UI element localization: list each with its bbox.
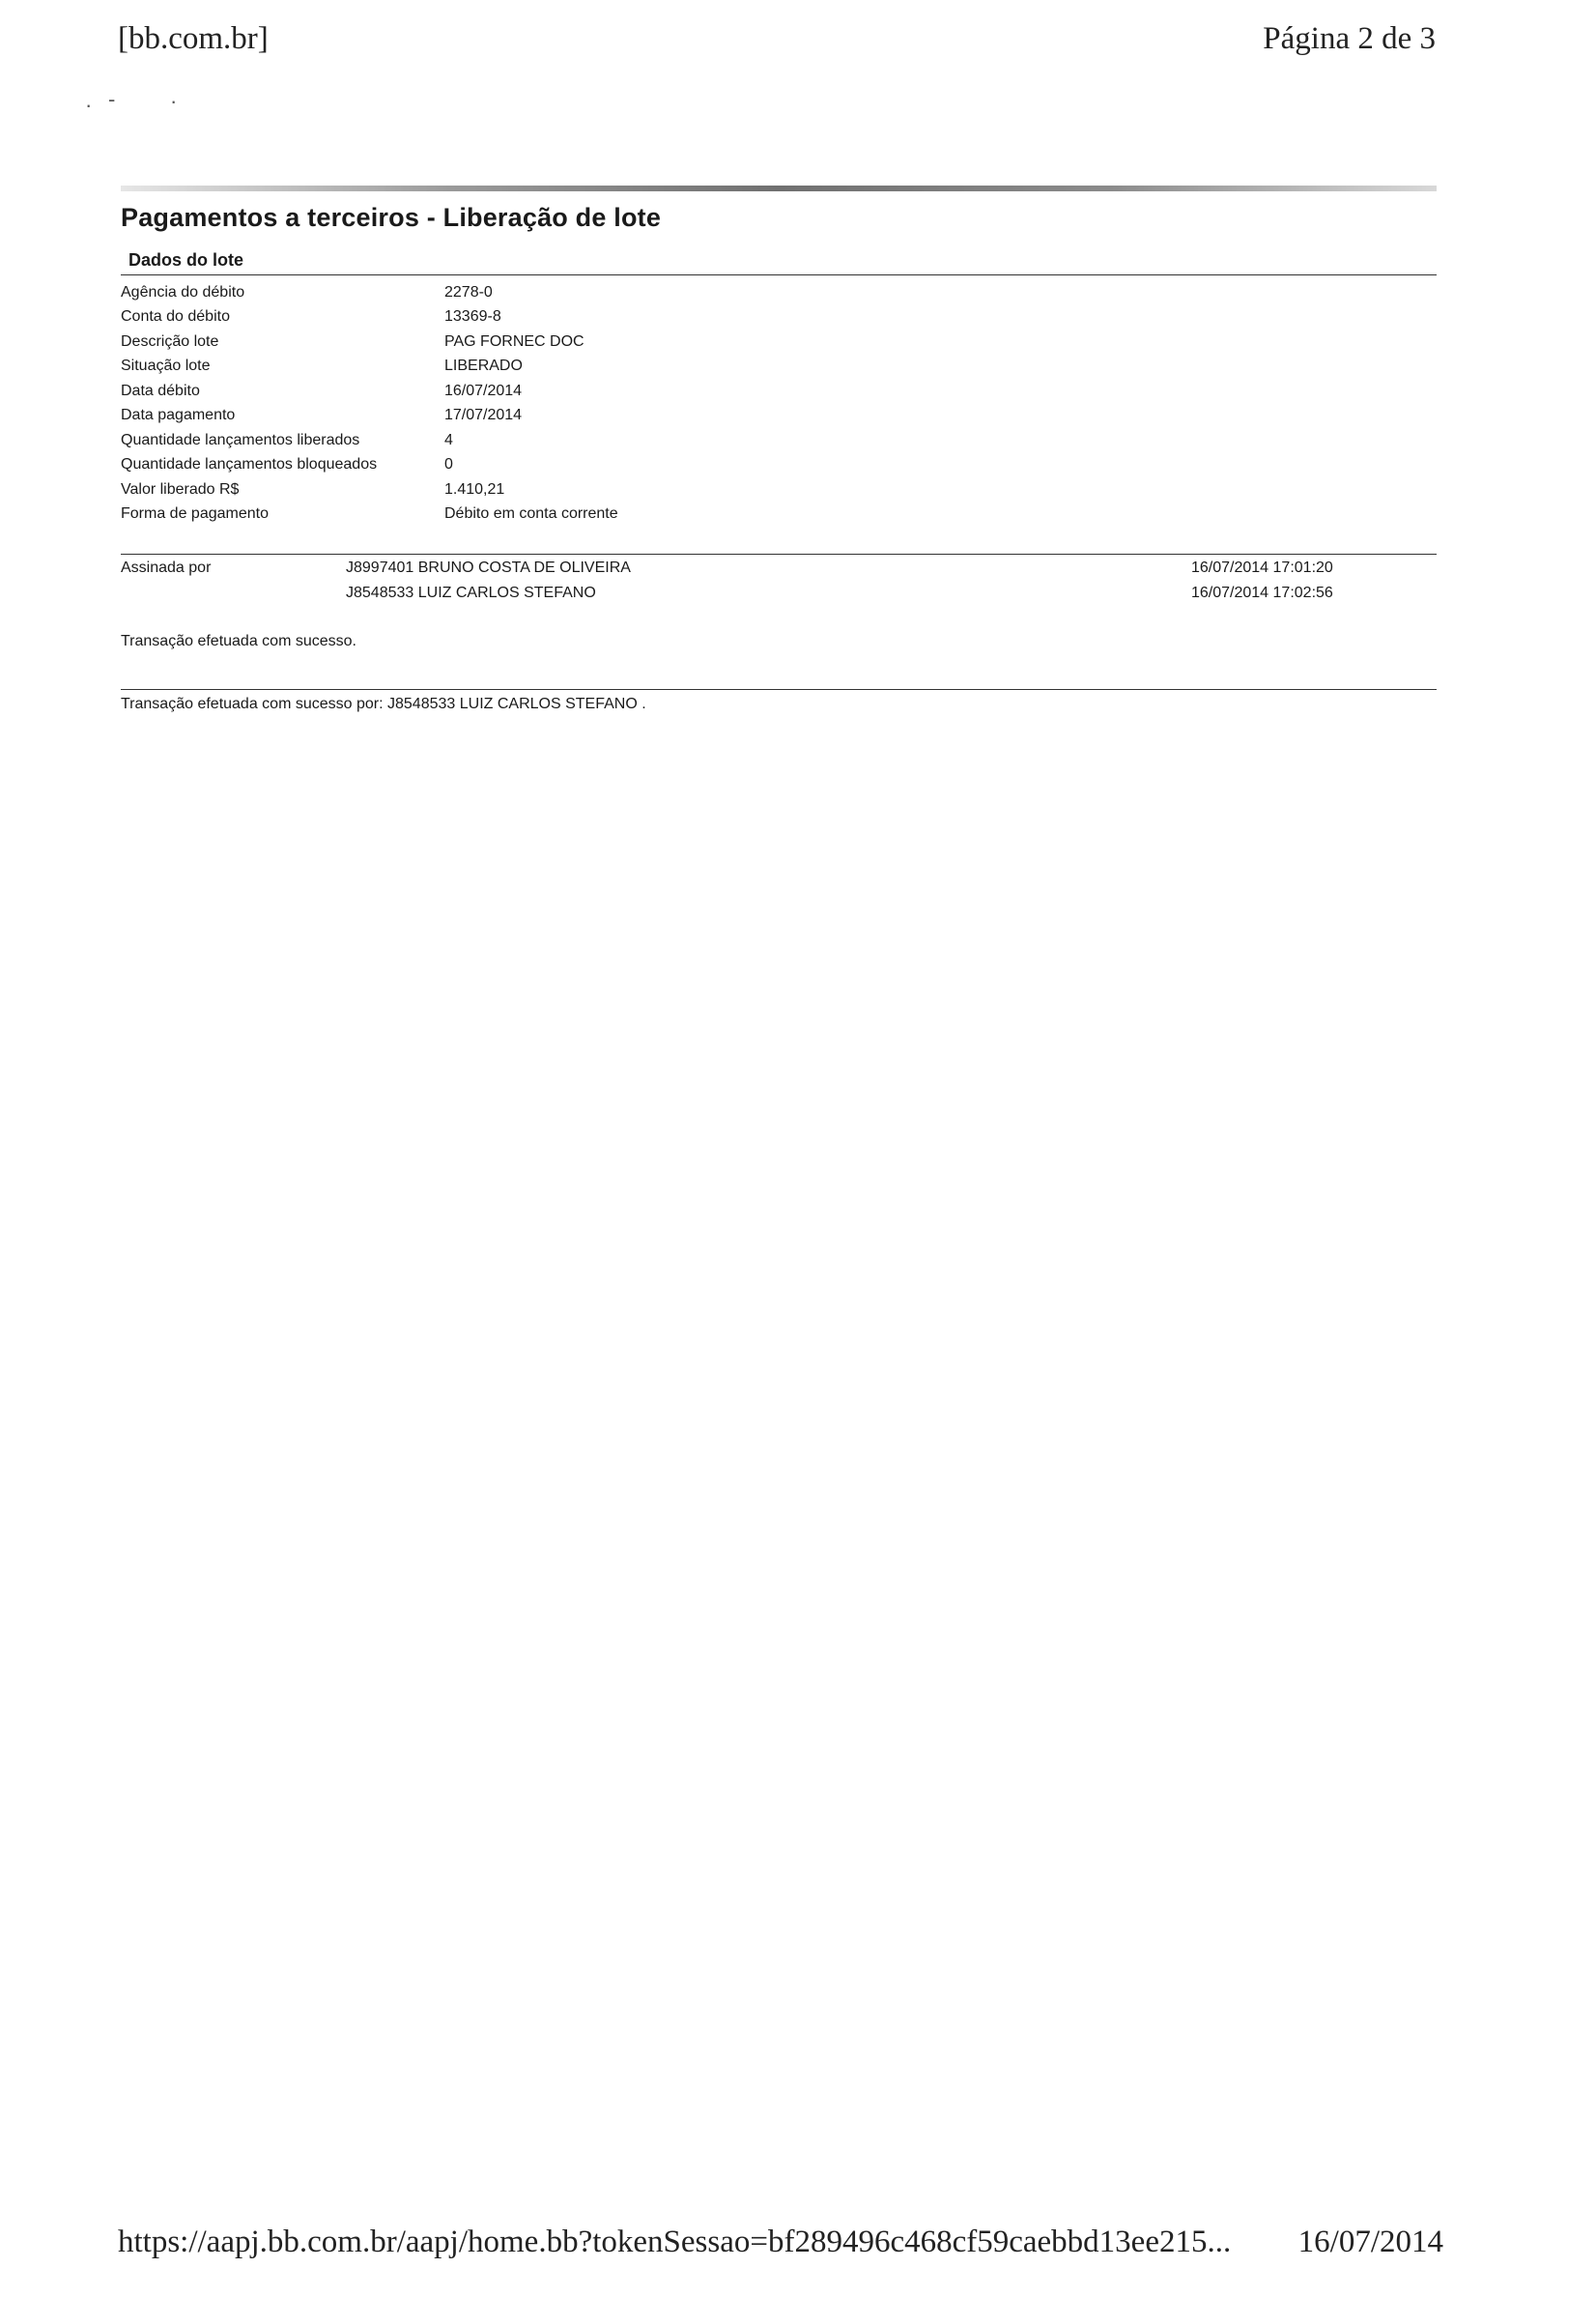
field-label: Data pagamento — [121, 407, 236, 424]
field-label: Data débito — [121, 382, 200, 399]
page-title: Pagamentos a terceiros - Liberação de lote — [121, 203, 662, 232]
final-message: Transação efetuada com sucesso por: J8548533 LUIZ CARLOS STEFANO . — [121, 696, 646, 712]
scan-speck: - — [108, 87, 116, 111]
field-row — [121, 404, 618, 429]
signature-row — [346, 560, 1437, 585]
print-header-page-indicator: Página 2 de 3 — [1263, 21, 1436, 56]
field-row — [121, 453, 618, 478]
lote-liberation-panel — [121, 186, 1437, 713]
signature-timestamp: 16/07/2014 17:01:20 — [1191, 560, 1333, 576]
signer-name: J8997401 BRUNO COSTA DE OLIVEIRA — [346, 560, 631, 576]
field-label: Quantidade lançamentos bloqueados — [121, 456, 378, 474]
lote-details-table — [121, 280, 618, 527]
signatures-block — [121, 560, 1437, 610]
signature-row — [346, 585, 1437, 610]
field-label: Descrição lote — [121, 332, 219, 350]
signatures-label: Assinada por — [121, 560, 212, 576]
section-divider — [121, 274, 1437, 275]
status-message: Transação efetuada com sucesso. — [121, 633, 356, 649]
signer-name: J8548533 LUIZ CARLOS STEFANO — [346, 585, 596, 601]
field-row — [121, 330, 618, 355]
field-value: PAG FORNEC DOC — [444, 332, 584, 350]
field-row — [121, 502, 618, 528]
field-value: 4 — [444, 431, 453, 448]
field-label: Valor liberado R$ — [121, 480, 240, 498]
field-value: 16/07/2014 — [444, 382, 523, 399]
scan-speck: · — [85, 93, 93, 117]
field-label: Situação lote — [121, 358, 211, 375]
field-row — [121, 305, 618, 330]
scan-speck: · — [170, 89, 178, 113]
print-footer-date: 16/07/2014 — [1297, 2225, 1443, 2259]
signature-timestamp: 16/07/2014 17:02:56 — [1191, 585, 1333, 601]
field-row — [121, 355, 618, 380]
field-label: Quantidade lançamentos liberados — [121, 431, 360, 448]
field-value: 2278-0 — [444, 283, 493, 301]
field-value: 17/07/2014 — [444, 407, 523, 424]
signatures-divider — [121, 554, 1437, 555]
field-value: Débito em conta corrente — [444, 505, 618, 523]
section-heading-dados-do-lote: Dados do lote — [128, 250, 244, 270]
title-bar — [121, 186, 1437, 191]
field-value: 0 — [444, 456, 453, 474]
field-label: Agência do débito — [121, 283, 245, 301]
field-row — [121, 280, 618, 305]
print-footer-url: https://aapj.bb.com.br/aapj/home.bb?tokenSessao=bf289496c468cf59caebbd13ee215... — [118, 2225, 1232, 2259]
field-value: 13369-8 — [444, 308, 501, 326]
field-row — [121, 428, 618, 453]
field-row — [121, 379, 618, 404]
field-label: Forma de pagamento — [121, 505, 269, 523]
final-divider — [121, 689, 1437, 690]
print-header — [118, 21, 1436, 70]
field-row — [121, 477, 618, 502]
field-value: 1.410,21 — [444, 480, 505, 498]
field-label: Conta do débito — [121, 308, 230, 326]
print-footer — [118, 2225, 1443, 2260]
field-value: LIBERADO — [444, 358, 523, 375]
print-header-site: [bb.com.br] — [118, 21, 269, 56]
